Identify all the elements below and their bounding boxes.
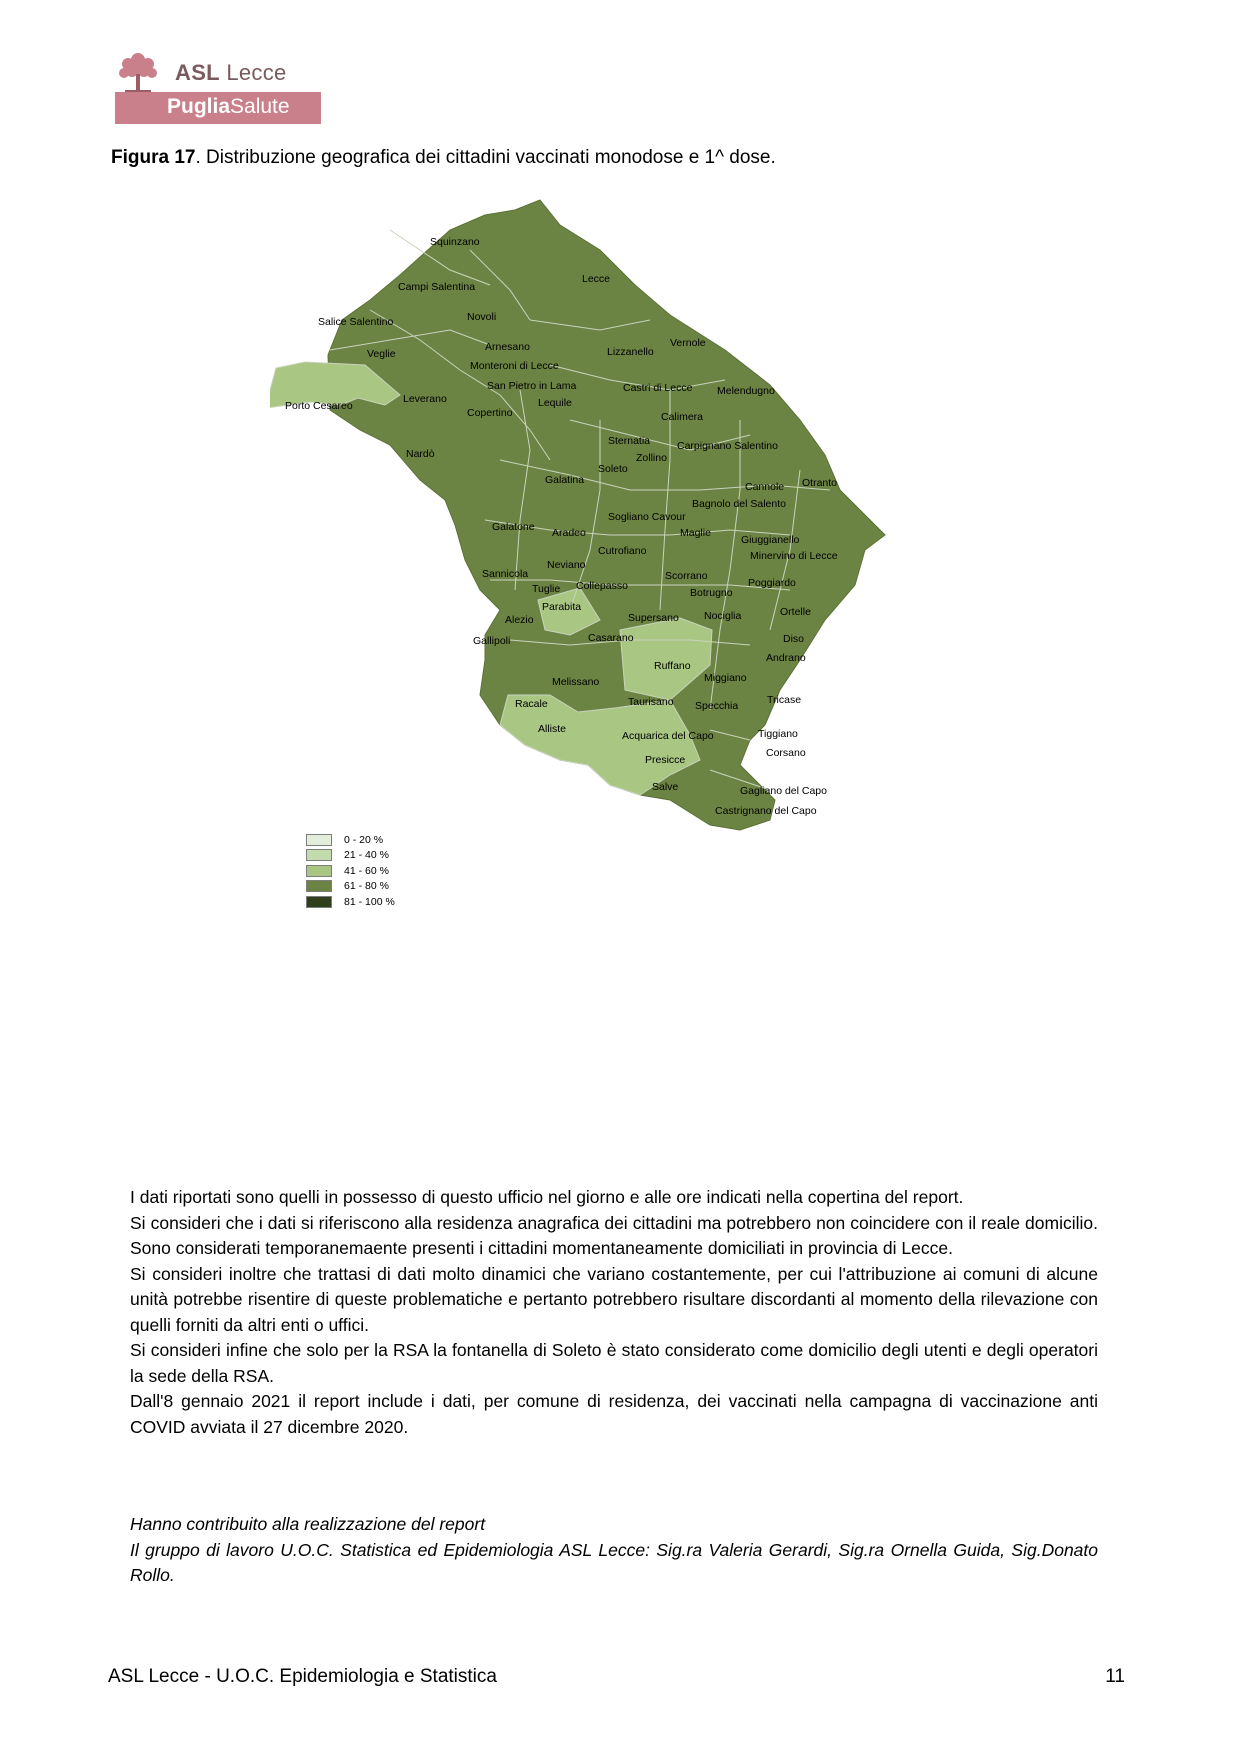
town-label: Melissano [552,676,600,688]
town-label: Poggiardo [748,577,796,589]
town-label: Bagnolo del Salento [692,498,786,510]
credits-section [130,1512,1098,1589]
town-label: Galatina [545,474,585,486]
map-legend [306,832,395,910]
town-label: Tricase [767,694,802,706]
town-label: Otranto [802,477,838,489]
town-label: Arnesano [485,341,530,353]
figure-caption [111,147,776,169]
page-number: 11 [1105,1666,1125,1687]
town-label: Diso [783,633,805,645]
town-label: Salice Salentino [318,316,394,328]
legend-item [306,832,395,848]
town-label: Zollino [636,452,667,464]
town-label: Andrano [766,652,806,664]
legend-swatch [306,834,332,846]
town-label: Collepasso [576,580,628,592]
town-label: Parabita [542,601,582,613]
town-label: Cannole [745,481,785,493]
town-label: Squinzano [430,236,480,248]
town-label: Copertino [467,407,513,419]
town-label: Alezio [505,614,534,626]
credits-team: Il gruppo di lavoro U.O.C. Statistica ed Epidemiologia ASL Lecce: Sig.ra Valeria Gerardi, Sig.ra Ornella Guida, Sig.Donato Rollo. [130,1539,1098,1585]
town-label: Tuglie [532,583,561,595]
logo-subtitle: PugliaSalute [167,95,290,118]
legend-item [306,879,395,895]
legend-swatch [306,896,332,908]
town-label: Sternatia [608,435,651,447]
legend-label: 41 - 60 % [344,864,389,877]
town-label: Nociglia [704,610,742,622]
figure-label: Figura 17 [111,147,196,168]
town-label: Corsano [766,747,806,759]
town-label: Cutrofiano [598,545,647,557]
town-label: Ruffano [654,660,691,672]
notes-section [130,1185,1098,1440]
asl-lecce-logo [115,48,325,126]
town-label: Miggiano [704,672,747,684]
town-label: Specchia [695,700,739,712]
note-paragraph: Dall'8 gennaio 2021 il report include i dati, per comune di residenza, dei vaccinati nella campagna di vaccinazione anti COVID avviata il 27 dicembre 2020. [130,1391,1098,1437]
town-label: Novoli [467,311,497,323]
legend-item [306,863,395,879]
town-label: Tiggiano [758,728,798,740]
legend-label: 61 - 80 % [344,880,389,893]
note-paragraph: Si consideri inoltre che trattasi di dati molto dinamici che variano costantemente, per cui l'attribuzione ai comuni di alcune unità potrebbe risentire di queste problematiche e pertanto potrebbero risultare discordanti al momento della rilevazione con quelli forniti da altri enti o uffici. [130,1263,1098,1335]
town-label: Soleto [598,463,628,475]
legend-swatch [306,865,332,877]
town-label: Lequile [538,397,572,409]
town-label: Presicce [645,754,686,766]
town-label: Ortelle [780,606,811,618]
town-label: Vernole [670,337,706,349]
town-label: Castri di Lecce [623,382,693,394]
town-label: Gagliano del Capo [740,785,827,797]
legend-label: 0 - 20 % [344,833,384,846]
town-label: Porto Cesareo [285,400,353,412]
legend-label: 81 - 100 % [344,895,395,908]
town-label: Taurisano [628,696,674,708]
town-label: Maglie [680,527,711,539]
town-label: Carpignano Salentino [677,440,778,452]
town-label: Supersano [628,612,679,624]
town-label: Melendugno [717,385,775,397]
legend-swatch [306,849,332,861]
town-label: Aradeo [552,527,586,539]
town-label: Calimera [661,411,704,423]
town-label: Nardò [406,448,435,460]
footer-label: ASL Lecce - U.O.C. Epidemiologia e Statistica [108,1666,497,1687]
town-label: Sogliano Cavour [608,511,686,523]
town-label: Lecce [582,273,611,285]
town-label: Casarano [588,632,634,644]
town-label: Minervino di Lecce [750,550,838,562]
town-label: Campi Salentina [398,281,476,293]
town-label: Leverano [403,393,447,405]
logo-subtitle-bar [115,92,321,124]
note-paragraph: Si consideri infine che solo per la RSA la fontanella di Soleto è stato considerato come domicilio degli utenti e degli operatori la sede della RSA. [130,1340,1098,1386]
town-label: San Pietro in Lama [487,380,577,392]
town-label: Sannicola [482,568,529,580]
town-label: Giuggianello [741,534,800,546]
town-label: Acquarica del Capo [622,730,714,742]
town-label: Gallipoli [473,635,511,647]
town-label: Galatone [492,521,535,533]
town-label: Botrugno [690,587,733,599]
town-label: Veglie [367,348,396,360]
logo-name: ASL Lecce [175,60,287,85]
credits-heading: Hanno contribuito alla realizzazione del report [130,1514,486,1534]
town-label: Monteroni di Lecce [470,360,559,372]
note-paragraph: I dati riportati sono quelli in possesso di questo ufficio nel giorno e alle ore indicati nella copertina del report. [130,1187,964,1207]
town-label: Neviano [547,559,586,571]
legend-swatch [306,880,332,892]
note-paragraph: Si consideri che i dati si riferiscono alla residenza anagrafica dei cittadini ma potrebbero non coincidere con il reale domicilio. Sono considerati temporanemaente presenti i cittadini momentaneamente domiciliati in provincia di Lecce. [130,1212,1098,1258]
figure-caption-text: . Distribuzione geografica dei cittadini vaccinati monodose e 1^ dose. [195,147,776,168]
town-label: Scorrano [665,570,708,582]
tree-icon [117,50,159,94]
town-label: Racale [515,698,548,710]
legend-item [306,848,395,864]
town-label: Alliste [538,723,567,735]
legend-item [306,894,395,910]
legend-label: 21 - 40 % [344,849,389,862]
town-label: Lizzanello [607,346,654,358]
town-label: Salve [652,781,679,793]
town-label: Castrignano del Capo [715,805,817,817]
